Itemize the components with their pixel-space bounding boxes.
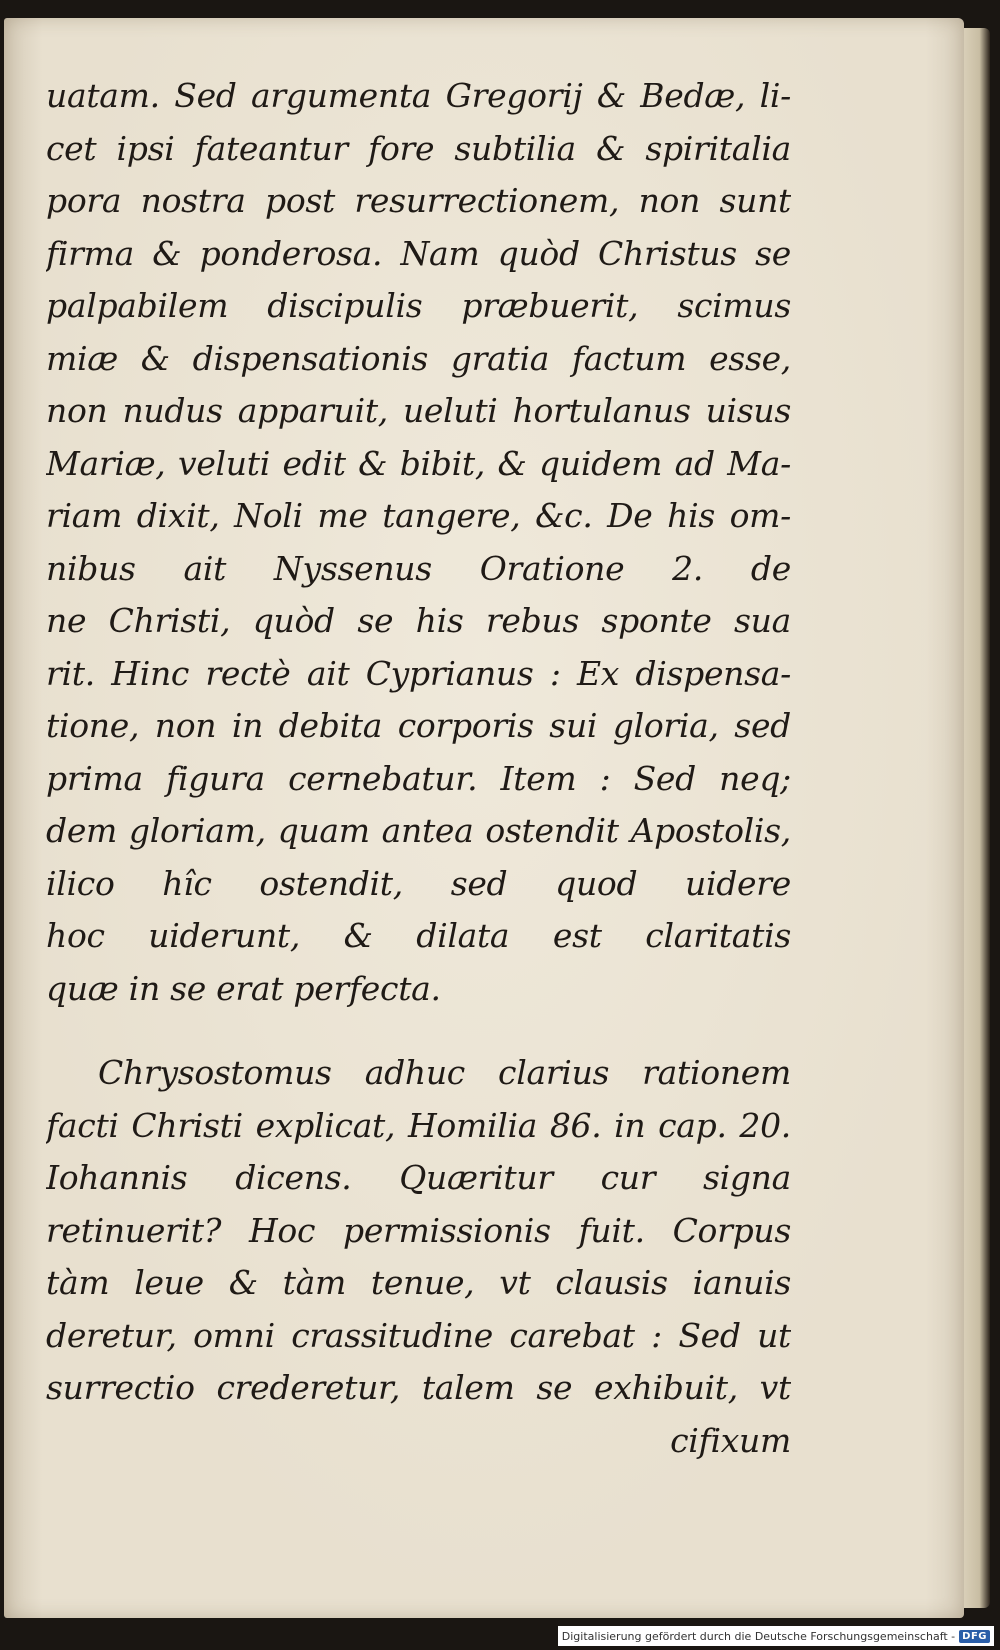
text-line: retinuerit? Hoc permissionis fuit. Corpus	[46, 1210, 791, 1250]
text-line: nibus ait Nyssenus Oratione 2. de	[46, 548, 791, 588]
page-text	[46, 70, 791, 1467]
text-line: facti Christi explicat, Homilia 86. in cap. 20.	[46, 1105, 791, 1145]
book-edge	[964, 28, 990, 1608]
text-line: firma & ponderosa. Nam quòd Christus se	[46, 233, 791, 273]
catchword: cifixum	[670, 1420, 791, 1460]
text-line: uatam. Sed argumenta Gregorij & Bedæ, li-	[46, 76, 791, 115]
text-line: deretur, omni crassitudine carebat : Sed ut	[46, 1315, 791, 1355]
text-line: palpabilem discipulis præbuerit, scimus	[46, 286, 791, 325]
dfg-logo: DFG	[959, 1630, 990, 1643]
text-line: pora nostra post resurrectionem, non sunt	[46, 181, 791, 220]
text-line: hoc uiderunt, & dilata est claritatis	[46, 916, 791, 955]
digitization-footer	[558, 1626, 994, 1646]
text-line: tione, non in debita corporis sui gloria, sed	[46, 706, 791, 745]
text-line: Iohannis dicens. Quæritur cur signa	[46, 1158, 791, 1197]
text-line: tàm leue & tàm tenue, vt clausis ianuis	[46, 1263, 791, 1302]
text-line: non nudus apparuit, ueluti hortulanus uisus	[46, 391, 791, 430]
text-line: surrectio crederetur, talem se exhibuit, vt	[46, 1368, 791, 1407]
text-line: dem gloriam, quam antea ostendit Apostolis,	[46, 811, 791, 850]
text-line: Mariæ, veluti edit & bibit, & quidem ad Ma-	[46, 443, 791, 483]
text-line: prima figura cernebatur. Item : Sed neq;	[46, 758, 791, 798]
paragraph-first-line: Chrysostomus adhuc clarius rationem	[98, 1053, 791, 1092]
text-line: ilico hîc ostendit, sed quod uidere	[46, 863, 791, 903]
paragraph-gap	[46, 1015, 791, 1047]
text-line-last: quæ in se erat perfecta.	[46, 968, 441, 1008]
text-line: ne Christi, quòd se his rebus sponte sua	[46, 601, 791, 640]
text-line: riam dixit, Noli me tangere, &c. De his om-	[46, 496, 791, 535]
footer-text: Digitalisierung gefördert durch die Deutsche Forschungsgemeinschaft -	[561, 1629, 956, 1643]
text-line: rit. Hinc rectè ait Cyprianus : Ex dispensa-	[46, 653, 791, 693]
text-line: cet ipsi fateantur fore subtilia & spiritalia	[46, 128, 791, 168]
text-line: miæ & dispensationis gratia factum esse,	[46, 338, 791, 378]
